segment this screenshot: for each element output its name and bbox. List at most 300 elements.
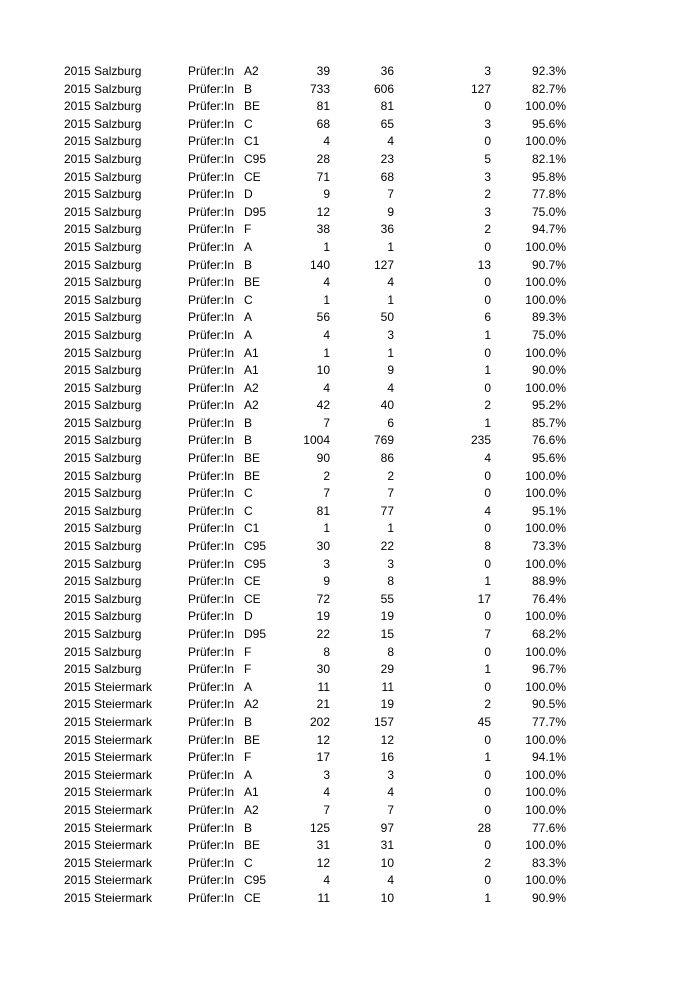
year-region-cell: 2015 Salzburg (64, 433, 142, 448)
passed-cell: 4 (387, 134, 394, 149)
table-row (0, 591, 700, 609)
pass-rate-cell: 90.9% (531, 890, 566, 905)
table-row (0, 784, 700, 802)
passed-cell: 86 (380, 451, 394, 466)
total-cell: 19 (316, 609, 330, 624)
pass-rate-cell: 94.1% (531, 750, 566, 765)
year-region-cell: 2015 Salzburg (64, 574, 142, 589)
role-cell: Prüfer:In (188, 732, 235, 747)
empty-cell (566, 151, 700, 169)
pass-rate-cell: 90.7% (531, 257, 566, 272)
table-row (0, 732, 700, 750)
total-cell: 2 (323, 468, 330, 483)
passed-cell: 7 (387, 187, 394, 202)
pass-rate-cell: 100.0% (525, 802, 566, 817)
total-cell: 38 (316, 222, 330, 237)
table-row (0, 133, 700, 151)
total-cell: 30 (316, 662, 330, 677)
total-cell: 90 (316, 451, 330, 466)
pass-rate-cell: 76.6% (531, 433, 566, 448)
passed-cell: 3 (387, 327, 394, 342)
year-region-cell: 2015 Steiermark (64, 873, 153, 888)
pass-rate-cell: 100.0% (525, 521, 566, 536)
failed-cell: 2 (484, 697, 491, 712)
total-cell: 8 (323, 644, 330, 659)
passed-cell: 4 (387, 785, 394, 800)
pass-rate-cell: 100.0% (525, 345, 566, 360)
role-cell: Prüfer:In (188, 890, 235, 905)
license-class-cell: C (244, 292, 253, 307)
empty-cell (566, 802, 700, 820)
failed-cell: 0 (484, 380, 491, 395)
failed-cell: 0 (484, 292, 491, 307)
pass-rate-cell: 100.0% (525, 275, 566, 290)
table-row (0, 573, 700, 591)
passed-cell: 29 (380, 662, 394, 677)
license-class-cell: F (244, 644, 252, 659)
year-region-cell: 2015 Steiermark (64, 802, 153, 817)
license-class-cell: D (244, 187, 253, 202)
empty-cell (566, 239, 700, 257)
license-class-cell: F (244, 750, 252, 765)
license-class-cell: D95 (244, 204, 267, 219)
failed-cell: 0 (484, 134, 491, 149)
license-class-cell: C1 (244, 521, 260, 536)
year-region-cell: 2015 Salzburg (64, 292, 142, 307)
year-region-cell: 2015 Salzburg (64, 662, 142, 677)
total-cell: 39 (316, 64, 330, 78)
role-cell: Prüfer:In (188, 556, 235, 571)
empty-cell (566, 362, 700, 380)
role-cell: Prüfer:In (188, 116, 235, 131)
license-class-cell: B (244, 257, 253, 272)
year-region-cell: 2015 Salzburg (64, 609, 142, 624)
role-cell: Prüfer:In (188, 415, 235, 430)
pass-rate-cell: 95.2% (531, 398, 566, 413)
empty-cell (566, 626, 700, 644)
role-cell: Prüfer:In (188, 486, 235, 501)
table-row (0, 520, 700, 538)
total-cell: 71 (316, 169, 330, 184)
empty-cell (566, 556, 700, 574)
failed-cell: 127 (470, 81, 491, 96)
failed-cell: 1 (484, 750, 491, 765)
total-cell: 1 (323, 292, 330, 307)
total-cell: 81 (316, 99, 330, 114)
passed-cell: 1 (387, 292, 394, 307)
pass-rate-cell: 100.0% (525, 556, 566, 571)
empty-cell (566, 872, 700, 890)
empty-cell (566, 573, 700, 591)
total-cell: 125 (309, 820, 330, 835)
role-cell: Prüfer:In (188, 521, 235, 536)
role-cell: Prüfer:In (188, 222, 235, 237)
failed-cell: 0 (484, 486, 491, 501)
total-cell: 30 (316, 539, 330, 554)
license-class-cell: C (244, 503, 253, 518)
failed-cell: 4 (484, 451, 491, 466)
total-cell: 11 (317, 679, 330, 694)
total-cell: 72 (316, 591, 330, 606)
table-row (0, 239, 700, 257)
role-cell: Prüfer:In (188, 239, 235, 254)
role-cell: Prüfer:In (188, 292, 235, 307)
pass-rate-cell: 100.0% (525, 873, 566, 888)
failed-cell: 3 (484, 116, 491, 131)
total-cell: 202 (309, 714, 330, 729)
license-class-cell: A2 (244, 697, 259, 712)
year-region-cell: 2015 Salzburg (64, 151, 142, 166)
empty-cell (566, 221, 700, 239)
failed-cell: 0 (484, 644, 491, 659)
empty-cell (566, 485, 700, 503)
empty-cell (566, 468, 700, 486)
total-cell: 81 (316, 503, 330, 518)
year-region-cell: 2015 Salzburg (64, 398, 142, 413)
total-cell: 4 (323, 327, 330, 342)
table-row (0, 538, 700, 556)
year-region-cell: 2015 Steiermark (64, 714, 153, 729)
license-class-cell: C1 (244, 134, 260, 149)
empty-cell (566, 696, 700, 714)
passed-cell: 10 (380, 890, 394, 905)
empty-cell (566, 608, 700, 626)
empty-cell (566, 520, 700, 538)
failed-cell: 1 (484, 890, 491, 905)
failed-cell: 0 (484, 521, 491, 536)
passed-cell: 19 (380, 609, 394, 624)
role-cell: Prüfer:In (188, 134, 235, 149)
year-region-cell: 2015 Salzburg (64, 363, 142, 378)
table-row (0, 98, 700, 116)
table-row (0, 450, 700, 468)
license-class-cell: A1 (244, 785, 259, 800)
role-cell: Prüfer:In (188, 257, 235, 272)
empty-cell (566, 169, 700, 187)
role-cell: Prüfer:In (188, 503, 235, 518)
year-region-cell: 2015 Steiermark (64, 890, 153, 905)
year-region-cell: 2015 Salzburg (64, 204, 142, 219)
total-cell: 4 (323, 873, 330, 888)
role-cell: Prüfer:In (188, 187, 235, 202)
year-region-cell: 2015 Salzburg (64, 116, 142, 131)
license-class-cell: B (244, 81, 253, 96)
role-cell: Prüfer:In (188, 327, 235, 342)
passed-cell: 127 (373, 257, 394, 272)
license-class-cell: F (244, 662, 252, 677)
empty-cell (566, 116, 700, 134)
license-class-cell: BE (244, 732, 261, 747)
pass-rate-cell: 95.6% (531, 116, 566, 131)
year-region-cell: 2015 Salzburg (64, 275, 142, 290)
license-class-cell: A (244, 679, 253, 694)
total-cell: 7 (323, 415, 330, 430)
total-cell: 11 (317, 890, 330, 905)
license-class-cell: A (244, 767, 253, 782)
failed-cell: 8 (484, 539, 491, 554)
role-cell: Prüfer:In (188, 662, 235, 677)
passed-cell: 10 (380, 855, 394, 870)
table-row (0, 204, 700, 222)
year-region-cell: 2015 Salzburg (64, 486, 142, 501)
table-row (0, 503, 700, 521)
empty-cell (566, 397, 700, 415)
year-region-cell: 2015 Salzburg (64, 310, 142, 325)
license-class-cell: B (244, 433, 253, 448)
table-row (0, 309, 700, 327)
total-cell: 1 (323, 345, 330, 360)
license-class-cell: B (244, 820, 253, 835)
empty-cell (566, 820, 700, 838)
year-region-cell: 2015 Salzburg (64, 468, 142, 483)
year-region-cell: 2015 Salzburg (64, 222, 142, 237)
passed-cell: 55 (380, 591, 394, 606)
total-cell: 42 (316, 398, 330, 413)
failed-cell: 2 (484, 187, 491, 202)
empty-cell (566, 450, 700, 468)
total-cell: 31 (316, 838, 330, 853)
role-cell: Prüfer:In (188, 275, 235, 290)
passed-cell: 4 (387, 275, 394, 290)
license-class-cell: F (244, 222, 252, 237)
year-region-cell: 2015 Salzburg (64, 451, 142, 466)
failed-cell: 2 (484, 222, 491, 237)
failed-cell: 2 (484, 398, 491, 413)
license-class-cell: A1 (244, 363, 259, 378)
pass-rate-cell: 82.7% (531, 81, 566, 96)
license-class-cell: BE (244, 275, 261, 290)
role-cell: Prüfer:In (188, 873, 235, 888)
total-cell: 12 (316, 204, 330, 219)
empty-cell (566, 257, 700, 275)
failed-cell: 0 (484, 345, 491, 360)
empty-cell (566, 274, 700, 292)
failed-cell: 0 (484, 767, 491, 782)
failed-cell: 1 (484, 363, 491, 378)
passed-cell: 11 (381, 679, 394, 694)
empty-cell (566, 415, 700, 433)
license-class-cell: C (244, 486, 253, 501)
role-cell: Prüfer:In (188, 609, 235, 624)
role-cell: Prüfer:In (188, 785, 235, 800)
table-row (0, 485, 700, 503)
passed-cell: 1 (387, 521, 394, 536)
passed-cell: 8 (387, 644, 394, 659)
failed-cell: 1 (484, 662, 491, 677)
empty-cell (566, 784, 700, 802)
year-region-cell: 2015 Salzburg (64, 134, 142, 149)
empty-cell (566, 767, 700, 785)
table-row (0, 186, 700, 204)
pass-rate-cell: 73.3% (531, 539, 566, 554)
role-cell: Prüfer:In (188, 838, 235, 853)
pass-rate-cell: 75.0% (531, 204, 566, 219)
year-region-cell: 2015 Salzburg (64, 327, 142, 342)
pass-rate-cell: 83.3% (531, 855, 566, 870)
empty-cell (566, 890, 700, 908)
license-class-cell: CE (244, 574, 261, 589)
year-region-cell: 2015 Salzburg (64, 539, 142, 554)
license-class-cell: BE (244, 451, 261, 466)
empty-cell (566, 63, 700, 81)
year-region-cell: 2015 Salzburg (64, 64, 142, 78)
role-cell: Prüfer:In (188, 697, 235, 712)
license-class-cell: A (244, 327, 253, 342)
pass-rate-cell: 76.4% (531, 591, 566, 606)
license-class-cell: C95 (244, 539, 267, 554)
failed-cell: 0 (484, 732, 491, 747)
failed-cell: 0 (484, 239, 491, 254)
role-cell: Prüfer:In (188, 81, 235, 96)
failed-cell: 0 (484, 785, 491, 800)
table-row (0, 872, 700, 890)
total-cell: 4 (323, 134, 330, 149)
failed-cell: 0 (484, 556, 491, 571)
passed-cell: 77 (380, 503, 394, 518)
pass-rate-cell: 100.0% (525, 486, 566, 501)
table-row (0, 714, 700, 732)
total-cell: 1 (323, 239, 330, 254)
pass-rate-cell: 100.0% (525, 609, 566, 624)
year-region-cell: 2015 Salzburg (64, 556, 142, 571)
empty-cell (566, 98, 700, 116)
empty-cell (566, 133, 700, 151)
role-cell: Prüfer:In (188, 802, 235, 817)
license-class-cell: C95 (244, 556, 267, 571)
pass-rate-cell: 95.6% (531, 451, 566, 466)
total-cell: 140 (309, 257, 330, 272)
year-region-cell: 2015 Salzburg (64, 644, 142, 659)
pass-rate-cell: 100.0% (525, 239, 566, 254)
failed-cell: 0 (484, 679, 491, 694)
table-row (0, 626, 700, 644)
license-class-cell: C (244, 855, 253, 870)
empty-cell (566, 714, 700, 732)
failed-cell: 2 (484, 855, 491, 870)
year-region-cell: 2015 Salzburg (64, 239, 142, 254)
year-region-cell: 2015 Salzburg (64, 415, 142, 430)
pass-rate-cell: 89.3% (531, 310, 566, 325)
pass-rate-cell: 88.9% (531, 574, 566, 589)
passed-cell: 65 (380, 116, 394, 131)
role-cell: Prüfer:In (188, 627, 235, 641)
pass-rate-cell: 85.7% (531, 415, 566, 430)
failed-cell: 17 (477, 591, 491, 606)
table-row (0, 608, 700, 626)
license-class-cell: BE (244, 838, 261, 853)
table-row (0, 802, 700, 820)
pass-rate-cell: 100.0% (525, 838, 566, 853)
total-cell: 9 (323, 187, 330, 202)
empty-cell (566, 81, 700, 99)
empty-cell (566, 345, 700, 363)
pass-rate-cell: 92.3% (531, 64, 566, 78)
table-row (0, 327, 700, 345)
total-cell: 733 (309, 81, 330, 96)
license-class-cell: A (244, 310, 253, 325)
table-row (0, 63, 700, 81)
passed-cell: 606 (373, 81, 394, 96)
year-region-cell: 2015 Salzburg (64, 345, 142, 360)
role-cell: Prüfer:In (188, 591, 235, 606)
pass-rate-cell: 100.0% (525, 644, 566, 659)
failed-cell: 45 (477, 714, 491, 729)
year-region-cell: 2015 Salzburg (64, 187, 142, 202)
year-region-cell: 2015 Steiermark (64, 732, 153, 747)
passed-cell: 2 (387, 468, 394, 483)
role-cell: Prüfer:In (188, 204, 235, 219)
failed-cell: 0 (484, 275, 491, 290)
table-row (0, 257, 700, 275)
failed-cell: 3 (484, 204, 491, 219)
license-class-cell: A (244, 239, 253, 254)
pass-rate-cell: 75.0% (531, 327, 566, 342)
passed-cell: 769 (373, 433, 394, 448)
table-row (0, 116, 700, 134)
failed-cell: 3 (484, 64, 491, 78)
role-cell: Prüfer:In (188, 679, 235, 694)
total-cell: 10 (316, 363, 330, 378)
table-row (0, 837, 700, 855)
role-cell: Prüfer:In (188, 767, 235, 782)
pass-rate-cell: 100.0% (525, 99, 566, 114)
role-cell: Prüfer:In (188, 855, 235, 870)
passed-cell: 7 (387, 486, 394, 501)
empty-cell (566, 661, 700, 679)
empty-cell (566, 309, 700, 327)
role-cell: Prüfer:In (188, 433, 235, 448)
passed-cell: 1 (387, 239, 394, 254)
role-cell: Prüfer:In (188, 151, 235, 166)
role-cell: Prüfer:In (188, 539, 235, 554)
empty-cell (566, 732, 700, 750)
passed-cell: 23 (380, 151, 394, 166)
year-region-cell: 2015 Salzburg (64, 257, 142, 272)
table-row (0, 749, 700, 767)
passed-cell: 9 (387, 204, 394, 219)
passed-cell: 4 (387, 380, 394, 395)
pass-rate-cell: 95.8% (531, 169, 566, 184)
pass-rate-cell: 94.7% (531, 222, 566, 237)
pass-rate-cell: 68.2% (531, 627, 566, 641)
year-region-cell: 2015 Steiermark (64, 855, 153, 870)
failed-cell: 1 (484, 574, 491, 589)
pass-rate-cell: 100.0% (525, 785, 566, 800)
year-region-cell: 2015 Salzburg (64, 169, 142, 184)
table-row (0, 644, 700, 662)
failed-cell: 5 (484, 151, 491, 166)
passed-cell: 12 (380, 732, 394, 747)
total-cell: 1004 (303, 433, 330, 448)
license-class-cell: B (244, 415, 253, 430)
pass-rate-cell: 100.0% (525, 134, 566, 149)
total-cell: 12 (316, 732, 330, 747)
total-cell: 68 (316, 116, 330, 131)
role-cell: Prüfer:In (188, 169, 235, 184)
year-region-cell: 2015 Steiermark (64, 820, 153, 835)
total-cell: 4 (323, 785, 330, 800)
total-cell: 3 (323, 767, 330, 782)
total-cell: 4 (323, 380, 330, 395)
failed-cell: 6 (484, 310, 491, 325)
failed-cell: 0 (484, 99, 491, 114)
empty-cell (566, 855, 700, 873)
passed-cell: 40 (380, 398, 394, 413)
table-row (0, 169, 700, 187)
year-region-cell: 2015 Steiermark (64, 750, 153, 765)
role-cell: Prüfer:In (188, 574, 235, 589)
table-row (0, 292, 700, 310)
